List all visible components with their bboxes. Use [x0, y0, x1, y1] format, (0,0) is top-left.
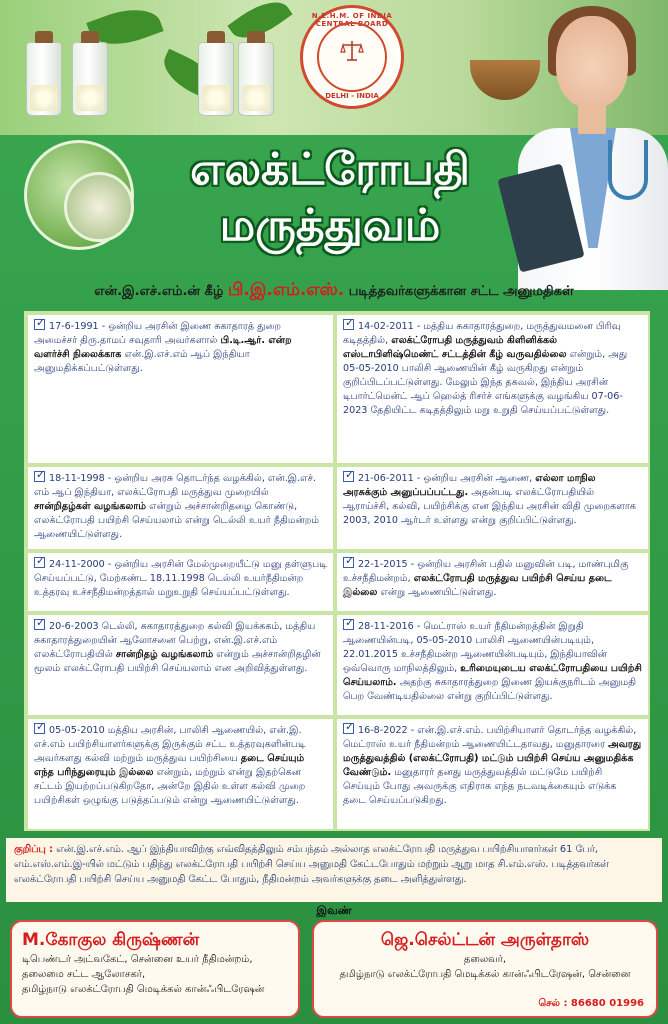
cell-text: - ஒன்றிய அரசின் ஆணை,: [413, 473, 536, 484]
cell-bold: அவரது மருத்துவத்தில் (எலக்ட்ரோபதி) மட்டும் பயிற்சி செய்ய அனுமதிக்க வேண்டும்.: [343, 739, 642, 778]
cell-text: - என்.இ.எச்.எம். பயிற்சியாளர் தொடர்ந்த வழக்கில், மெட்ராஸ் உயர் நீதிமன்றம் ஆணையிட்டதாவது, மனுதாரரை: [343, 725, 637, 750]
seal-bottom-text: DELHI - INDIA: [325, 92, 379, 100]
cell-date: 28-11-2016: [358, 621, 414, 632]
doctor-face: [556, 16, 628, 108]
cell-bold: சான்றிதழ்கள் வழங்கலாம்: [34, 501, 147, 512]
scale-of-justice-icon: [339, 38, 365, 64]
cell-date: 05-05-2010: [49, 725, 105, 736]
cell-text: மத்திய அரசின், பாலிசி ஆணையில், என்.இ. எச்.எம் பயிற்சியாளர்களுக்கு இருக்கும் சட்ட உத்தரவுகளின்படி அவர்களது கல்வி மற்றும் மருத்துவ பயிற்சியை: [34, 725, 306, 764]
cell-text: - மெட்ராஸ் உயர் நீதிமன்றத்தின் இறுதி ஆணையின்படி, 05-05-2010 பாலிசி ஆணையின்படியும், 22.01.2015 உச்சநீதிமன்ற ஆணையின்படியும், இந்தியாவின் ஒவ்வொரு மாநிலத்திலும்,: [343, 621, 608, 674]
check-icon: [343, 723, 354, 734]
cell-tail: மனுதாரர் தனது மருத்துவத்தில் மட்டுமே பயிற்சி செய்யும் போது அவருக்கு எதிராக எந்த நடவடிக்கையும் எடுக்க தடை செய்யப்படுகிறது.: [343, 767, 617, 806]
cell-bold: சான்றிதழ் வழங்கலாம்: [115, 649, 214, 660]
permission-cell: [28, 719, 333, 829]
signatory-card-president: [312, 920, 658, 1018]
signatory-line: தலைமை சட்ட ஆலோசகர்,: [22, 969, 146, 980]
title-line-1: எலக்ட்ரோபதி: [190, 144, 470, 195]
cell-date: 20-6-2003: [49, 621, 99, 632]
check-icon: [343, 619, 354, 630]
cell-text: - ஒன்றிய அரசு தொடர்ந்த வழக்கில், என்.இ.எச். எம் ஆப் இந்தியா, எலக்ட்ரோபதி மருத்துவ முறையில்: [34, 473, 316, 498]
cell-tail: என்றும் அச்சான்றிதழை கொண்டு, எலக்ட்ரோபதி பயிற்சி செய்யலாம் என்று டெல்லி உயர் நீதிமன்றம் ஆணையிட்டுள்ளது.: [34, 501, 320, 540]
check-icon: [34, 723, 45, 734]
cell-bold: தடை செய்யும் எந்த பரிந்துரையும் இல்லை: [34, 753, 305, 778]
phone-number[interactable]: செல் : 86680 01996: [538, 998, 644, 1009]
medicine-bottle-icon: [72, 42, 108, 116]
check-icon: [343, 319, 354, 330]
permission-cell: [28, 615, 333, 715]
signatory-name: M.கோகுல கிருஷ்ணன்: [22, 930, 200, 950]
cell-tail: அதற்கு சுகாதாரத்துறை இணை இயக்குநரிடம் அனுமதி பெற வேண்டியதில்லை என்று குறிப்பிட்டுள்ளது.: [343, 677, 637, 702]
permission-cell: [337, 719, 648, 829]
cell-date: 16-8-2022: [358, 725, 408, 736]
medicine-bottle-icon: [238, 42, 274, 116]
cell-date: 17-6-1991: [49, 321, 99, 332]
subtitle: [6, 280, 662, 306]
signatory-line: தமிழ்நாடு எலக்ட்ரோபதி மெடிக்கல் கான்ஃபிடரேஷன், சென்னை: [339, 969, 631, 980]
subtitle-highlight: பி.இ.எம்.எஸ்.: [227, 280, 345, 300]
doctor-illustration: [512, 0, 668, 290]
check-icon: [34, 319, 45, 330]
cell-tail: என்று ஆணையிட்டுள்ளது.: [377, 587, 497, 598]
cell-bold: எலக்ட்ரோபதி மருத்துவ பயிற்சி செய்ய தடை இல்லை: [343, 573, 612, 598]
check-icon: [34, 471, 45, 482]
title-block: [150, 138, 510, 258]
cell-date: 21-06-2011: [358, 473, 414, 484]
cell-text: டெல்லி, சுகாதாரத்துறை கல்வி இயக்ககம், மத்திய சுகாதாரத்துறையின் ஆலோசனை பெற்று, என்.இ.எச்.எம் எலக்ட்ரோபதியில்: [34, 621, 316, 660]
permission-cell: [337, 315, 648, 463]
signatory-name: ஜெ.செல்ட்டன் அருள்தாஸ்: [380, 930, 590, 950]
cell-tail: அதன்படி எலக்ட்ரோபதியில் ஆராய்ச்சி, கல்வி, பயிற்சிக்கு என இந்திய அரசின் விதி முறைகளாக 2003, 2010 ஆர்டர் உள்ளது என்று குறிப்பிட்டுள்ளது.: [343, 487, 637, 526]
permission-cell: [337, 615, 648, 715]
cell-text: - ஒன்றிய அரசின் இணை சுகாதாரத் துறை அமைச்சர் திரு.தாமப் சவுதாரி அவர்களால்: [34, 321, 282, 346]
signature-heading: இவண்: [316, 904, 352, 917]
cell-bold: எலக்ட்ரோபதி மருத்துவம் கிளினிக்கல் எஸ்டாபிளிஷ்மெண்ட் சட்டத்தின் கீழ் வருவதில்லை: [343, 335, 567, 360]
seal-top-text: N.E.H.M. OF INDIA CENTRAL BOARD: [311, 12, 393, 28]
cell-text: - ஒன்றிய அரசின் மேல்முறையீட்டு மனு தள்ளுபடி செய்யப்பட்டு, மேற்கண்ட 18.11.1998 டெல்லி உயர்நீதிமன்ற உத்தரவு உச்சநீதிமன்றத்தால் மறுஉறுதி செய்யப்பட்டுள்ளது.: [34, 559, 327, 598]
cell-tail: என்றும், மற்றும் என்று இதற்கென சட்டம் இயற்றப்படுகிறதோ, அன்றே இதில் உள்ள கல்வி முறை பயிற்சிகள் ஒழுங்கு படுத்தப்படும் என்று ஆணையிட்டுள்ளது.: [34, 767, 306, 806]
check-icon: [343, 471, 354, 482]
cell-date: 22-1-2015: [358, 559, 408, 570]
cell-date: 24-11-2000: [49, 559, 105, 570]
check-icon: [343, 557, 354, 568]
note-label: குறிப்பு :: [14, 844, 53, 855]
medicine-bottle-icon: [198, 42, 234, 116]
check-icon: [34, 619, 45, 630]
cell-bold: எல்லா மாநில அரசுக்கும் அனுப்பப்பட்டது.: [343, 473, 596, 498]
cell-date: 18-11-1998: [49, 473, 105, 484]
signatory-line: தலைவர்,: [463, 954, 507, 965]
cell-tail: என்றும் அச்சான்றிதழின் மூலம் எலக்ட்ரோபதி பயிற்சி செய்யலாம் என அறிவித்துள்ளது.: [34, 649, 321, 674]
permission-cell: [28, 467, 333, 549]
title-line-2: மருத்துவம்: [219, 200, 441, 251]
cell-tail: என்றும், அது 05-05-2010 பாலிசி ஆணையின் கீழ் வருகிறது என்றும் குறிப்பிடப்பட்டுள்ளது. மேலும் இந்த தகவல், இந்திய அரசின் டிபார்ட்மென்ட் ஆப் ஹெல்த் ரிசர்ச் எங்களுக்கு வழங்கிய 07-06-2023 தேதியிட்ட கடிதத்திலும் மறு உறுதி செய்யப்பட்டுள்ளது.: [343, 349, 628, 416]
permission-cell: [28, 553, 333, 611]
note-box: [6, 838, 662, 902]
cell-bold: பி.டி.ஆர். என்ற வளர்ச்சி நிலைக்காக: [34, 335, 292, 360]
permission-cell: [337, 467, 648, 549]
check-icon: [34, 557, 45, 568]
medicine-bottle-icon: [26, 42, 62, 116]
permission-cell: [337, 553, 648, 611]
signatory-line: டிபெண்டர் அட்வகேட், சென்னை உயர் நீதிமன்றம்,: [22, 954, 253, 965]
signatory-card-advocate: [10, 920, 300, 1018]
cell-tail: என்.இ.எச்.எம் ஆப் இந்தியா அனுமதிக்கப்பட்டுள்ளது.: [34, 349, 250, 374]
stethoscope-icon: [608, 140, 648, 200]
subtitle-after: படித்தவர்களுக்கான சட்ட அனுமதிகள்: [348, 284, 574, 299]
subtitle-before: என்.இ.எச்.எம்.ன் கீழ்: [94, 284, 224, 299]
permission-cell: [28, 315, 333, 463]
cell-bold: உரிமையுடைய எலக்ட்ரோபதியை பயிற்சி செய்யலாம்.: [343, 663, 642, 688]
board-seal: [300, 5, 404, 109]
cell-text: - மத்திய சுகாதாரத்துறை, மருத்துவமனை பிரிவு கடிதத்தில்,: [343, 321, 621, 346]
flower-photo-circle: [64, 172, 134, 242]
signatory-line: தமிழ்நாடு எலக்ட்ரோபதி மெடிக்கல் கான்ஃபிடரேஷன்: [22, 984, 265, 995]
cell-date: 14-02-2011: [358, 321, 414, 332]
note-text: என்.இ.எச்.எம். ஆப் இந்தியாவிற்கு எவ்விதத்திலும் சம்பந்தம் அல்லாத எலக்ட்ரோபதி மருத்துவ பயிற்சியாளர்கள் 61 பேர், எம்.எஸ்.எம்.இ-யில் மட்டும் பதிந்து எலக்ட்ரோபதி பயிற்சி செய்ய அனுமதி கேட்டபோதும் மற்றும் ஆறு மாத சி.எம்.எஸ். படித்தவர்கள் எலக்ட்ரோபதி பயிற்சி செய்ய அனுமதி கேட்ட போதும், நீதிமன்றம் அவர்களுக்கு தடை அளித்துள்ளது.: [14, 844, 609, 885]
permissions-grid: [24, 311, 650, 831]
cell-text: - ஒன்றிய அரசின் பதில் மனுவின் படி, மாண்புமிகு உச்சநீதிமன்றம்,: [343, 559, 629, 584]
